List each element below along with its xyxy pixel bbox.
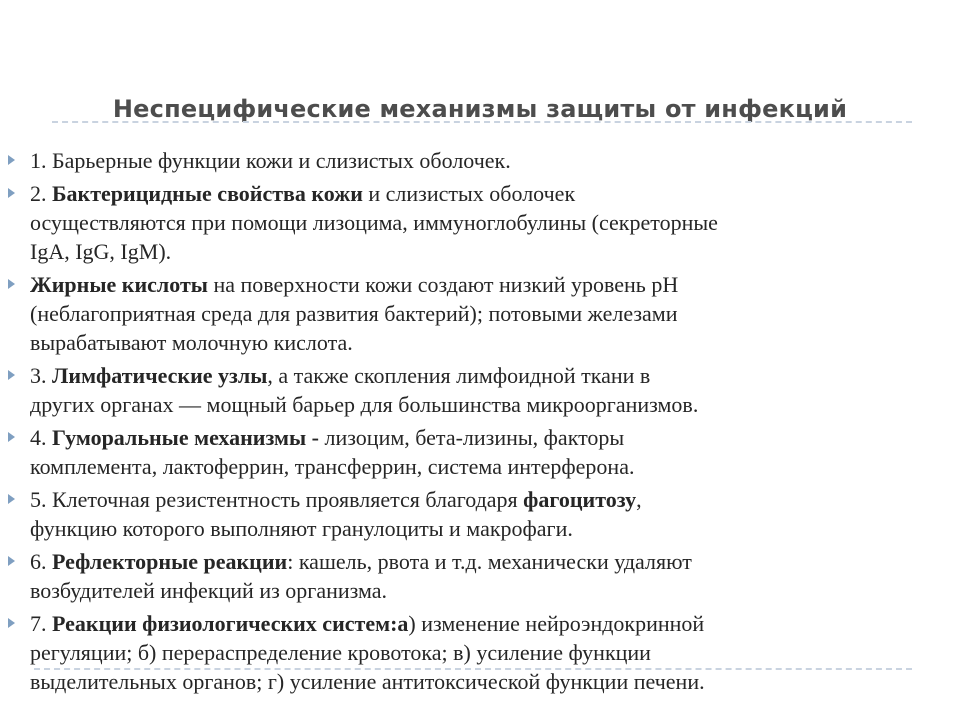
body-text: осуществляются при помощи лизоцима, иммуноглобулины (секреторные [30,210,718,235]
body-text: лизоцим, бета-лизины, факторы [318,425,625,450]
bullet-arrow-icon [8,556,15,566]
body-text: , а также скопления лимфоидной ткани в [267,363,651,388]
bullet-arrow-icon [8,370,15,380]
emphasis-text: Бактерицидные свойства кожи [52,181,363,206]
bullet-arrow-icon [8,494,15,504]
list-item-line [30,328,945,357]
list-item-line [30,638,945,667]
list-item-line [30,667,945,696]
body-text: 3. [30,363,52,388]
bullet-arrow-icon [8,155,15,165]
list-item-line [30,361,945,390]
body-text: , [636,487,642,512]
bullet-arrow-icon [8,432,15,442]
body-text: функцию которого выполняют гранулоциты и макрофаги. [30,516,573,541]
emphasis-text: Рефлекторные реакции [52,549,288,574]
list-item [30,146,945,175]
list-item [30,547,945,605]
body-text: 5. Клеточная резистентность проявляется благодаря [30,487,524,512]
bullet-arrow-icon [8,279,15,289]
list-item-line [30,146,945,175]
title-area [0,95,960,129]
list-item [30,485,945,543]
list-item-line [30,576,945,605]
body-text: IgA, IgG, IgM). [30,239,172,264]
body-text: 6. [30,549,52,574]
list-item-line [30,485,945,514]
list-item [30,179,945,266]
list-item-line [30,390,945,419]
body-text: 7. [30,611,52,636]
body-text: на поверхности кожи создают низкий уровень рН [207,272,679,297]
emphasis-text: фагоцитозу [523,487,637,512]
list-item-line [30,270,945,299]
list-item [30,361,945,419]
body-text: ) изменение нейроэндокринной [408,611,705,636]
body-text: : кашель, рвота и т.д. механически удаляют [287,549,692,574]
list-item [30,270,945,357]
emphasis-text: Лимфатические узлы [52,363,268,388]
body-text: других органах — мощный барьер для большинства микроорганизмов. [30,392,699,417]
emphasis-text: Гуморальные механизмы - [52,425,319,450]
body-text: 4. [30,425,52,450]
body-text: 1. Барьерные функции кожи и слизистых оболочек. [30,148,511,173]
bullet-arrow-icon [8,618,15,628]
list-item [30,609,945,696]
list-item-line [30,609,945,638]
body-text: регуляции; б) перераспределение кровотока; в) усиление функции [30,640,651,665]
list-item-line [30,299,945,328]
list-item-line [30,452,945,481]
body-text: вырабатывают молочную кислота. [30,330,353,355]
title-divider [52,121,912,123]
list-item-line [30,237,945,266]
body-text: (неблагоприятная среда для развития бактерий); потовыми железами [30,301,678,326]
emphasis-text: Жирные кислоты [30,272,208,297]
emphasis-text: Реакции физиологических систем:а [52,611,409,636]
list-item-line [30,547,945,576]
list-item-line [30,514,945,543]
body-text: и слизистых оболочек [362,181,576,206]
body-text: 2. [30,181,52,206]
body-text: выделительных органов; г) усиление антитоксической функции печени. [30,669,705,694]
bullet-arrow-icon [8,188,15,198]
body-text: комплемента, лактоферрин, трансферрин, система интерферона. [30,454,635,479]
body-text: возбудителей инфекций из организма. [30,578,388,603]
slide-title: Неспецифические механизмы защиты от инфекций [112,95,848,123]
footer-divider [34,668,912,670]
list-item-line [30,208,945,237]
list-item-line [30,423,945,452]
list-item [30,423,945,481]
list-item-line [30,179,945,208]
bullet-list [30,146,945,700]
